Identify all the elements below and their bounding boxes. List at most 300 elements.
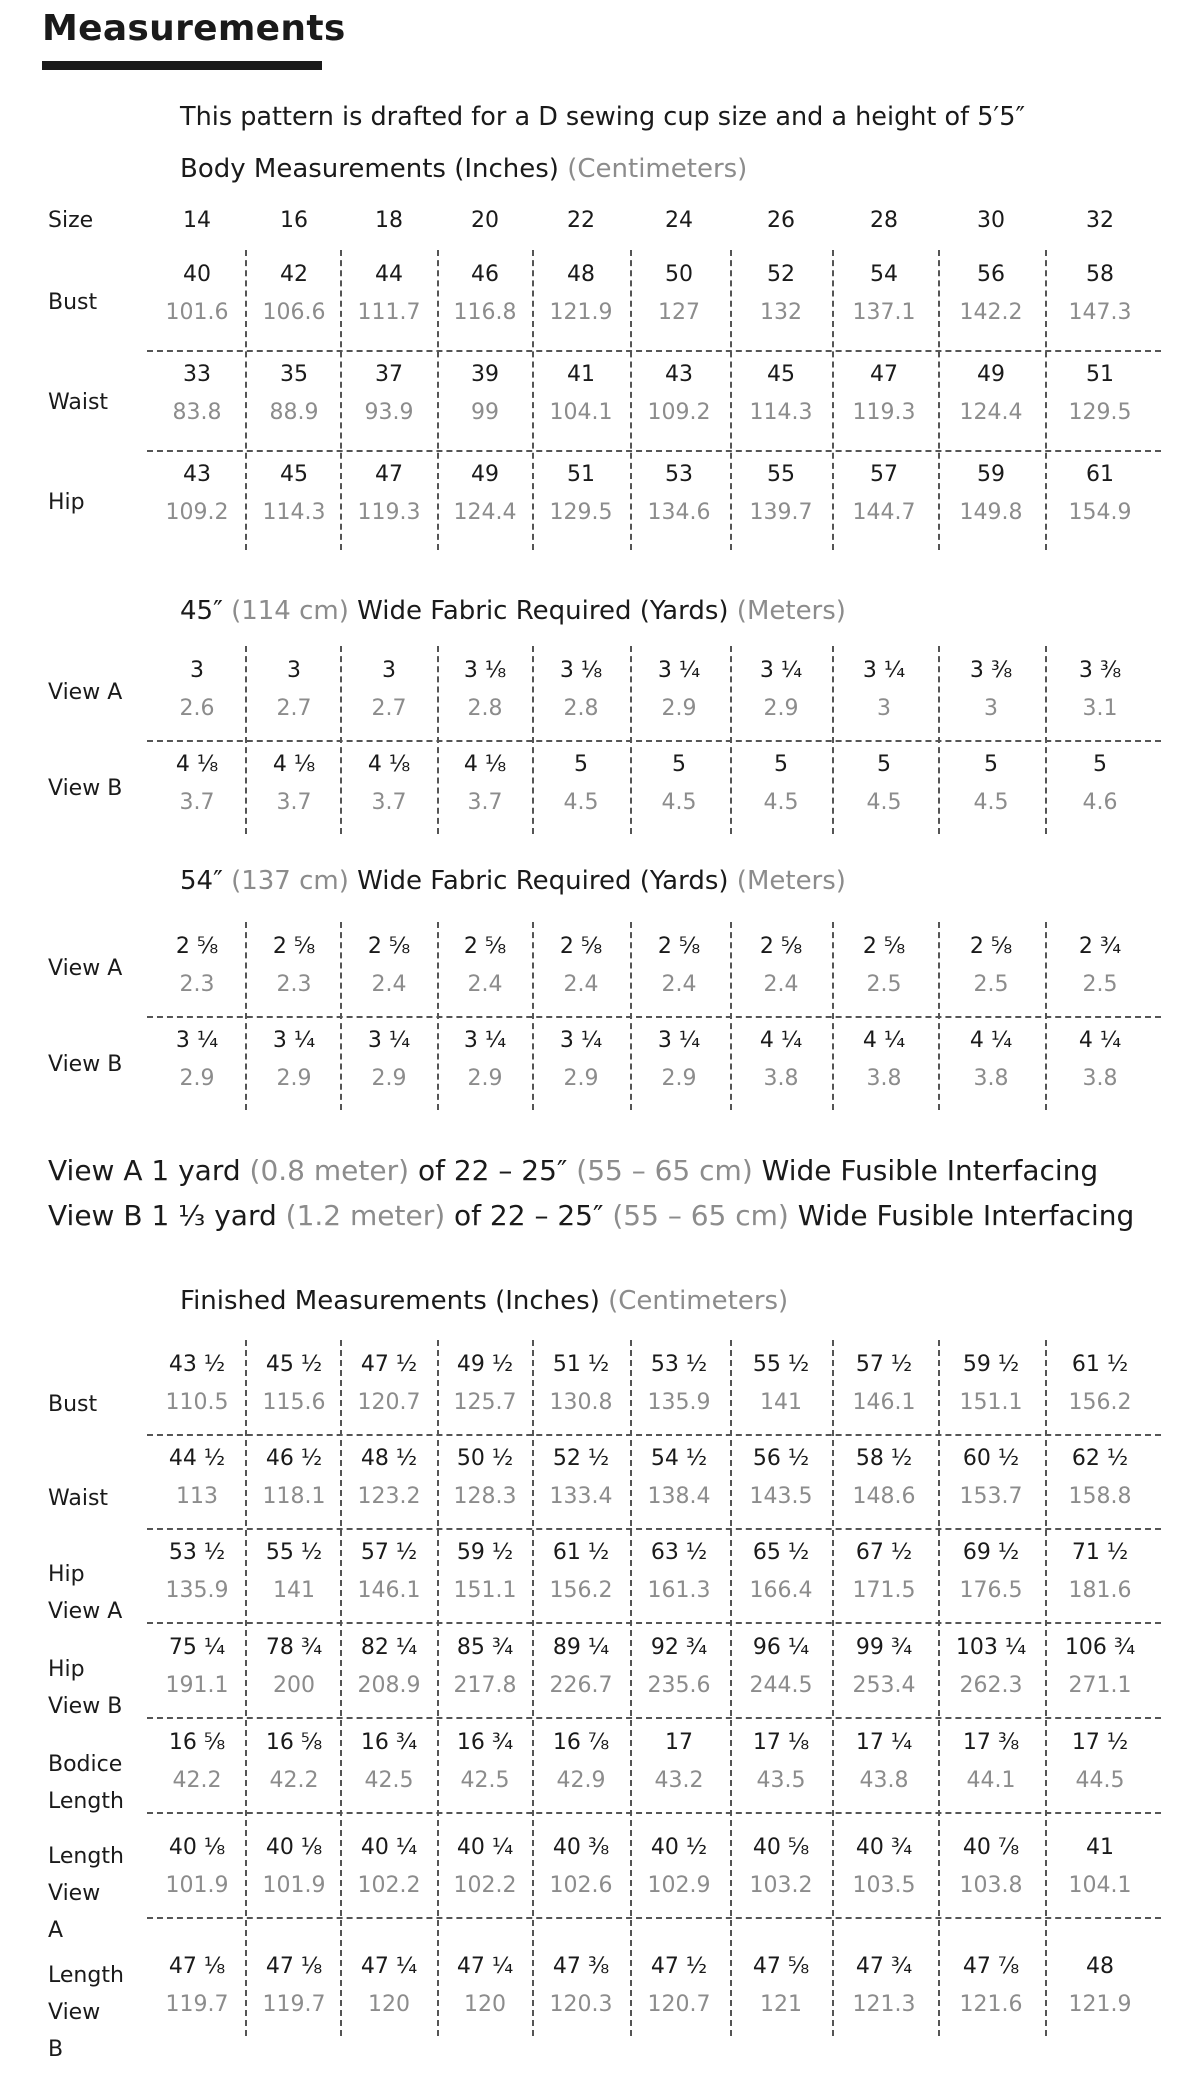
value-inches: 3 ¼ <box>657 658 701 683</box>
table-cell <box>631 746 727 822</box>
table-cell <box>246 1534 342 1610</box>
table-cell <box>1052 1022 1148 1098</box>
value-inches: 2 ⅝ <box>463 934 507 959</box>
table-cell <box>533 456 629 532</box>
column-divider <box>730 250 732 550</box>
table-cell <box>836 928 932 1004</box>
table-cell <box>437 928 533 1004</box>
size-label: Size <box>48 208 94 233</box>
value-centimeters: 114.3 <box>262 500 326 525</box>
value-centimeters: 3.7 <box>276 790 312 815</box>
row-divider <box>147 1016 1161 1018</box>
fabric54-width: 54″ <box>180 866 223 896</box>
value-inches: 41 <box>567 362 595 387</box>
value-centimeters: 116.8 <box>453 300 517 325</box>
row-label-line: View B <box>48 1052 123 1077</box>
table-cell <box>437 1022 533 1098</box>
table-cell <box>341 1346 437 1422</box>
value-centimeters: 226.7 <box>549 1673 613 1698</box>
value-inches: 2 ⅝ <box>559 934 603 959</box>
value-inches: 33 <box>183 362 211 387</box>
value-centimeters: 113 <box>176 1484 218 1509</box>
value-centimeters: 141 <box>273 1578 315 1603</box>
row-label-line: Bust <box>48 290 98 315</box>
value-centimeters: 120 <box>368 1992 410 2017</box>
interfacing-a-amount: View A 1 yard <box>48 1154 241 1187</box>
table-cell <box>943 1346 1039 1422</box>
table-cell <box>836 1829 932 1905</box>
value-inches: 4 ⅛ <box>272 752 316 777</box>
value-centimeters: 208.9 <box>357 1673 421 1698</box>
value-centimeters: 244.5 <box>749 1673 813 1698</box>
table-cell <box>533 652 629 728</box>
value-inches: 2 ⅝ <box>657 934 701 959</box>
value-centimeters: 139.7 <box>749 500 813 525</box>
value-inches: 49 <box>977 362 1005 387</box>
value-centimeters: 4.5 <box>866 790 902 815</box>
value-inches: 51 <box>1086 362 1114 387</box>
table-cell <box>943 1629 1039 1705</box>
value-centimeters: 43.8 <box>859 1768 909 1793</box>
value-inches: 3 ¼ <box>367 1028 411 1053</box>
table-cell <box>733 1948 829 2024</box>
value-centimeters: 3.7 <box>179 790 215 815</box>
table-cell <box>341 1022 437 1098</box>
value-inches: 40 ⅜ <box>552 1835 610 1860</box>
table-cell <box>1052 652 1148 728</box>
table-cell <box>1052 1629 1148 1705</box>
table-cell <box>836 1440 932 1516</box>
table-cell <box>733 652 829 728</box>
value-inches: 2 ⅝ <box>175 934 219 959</box>
value-centimeters: 3 <box>984 696 998 721</box>
table-cell <box>1052 1948 1148 2024</box>
table-cell <box>943 746 1039 822</box>
value-centimeters: 3.7 <box>371 790 407 815</box>
table-cell <box>631 652 727 728</box>
table-cell <box>341 456 437 532</box>
value-inches: 55 <box>767 462 795 487</box>
row-divider <box>147 1717 1161 1719</box>
value-inches: 58 ½ <box>855 1446 913 1471</box>
table-cell <box>631 1724 727 1800</box>
value-centimeters: 4.5 <box>973 790 1009 815</box>
table-cell <box>631 1440 727 1516</box>
value-centimeters: 42.5 <box>364 1768 414 1793</box>
value-centimeters: 124.4 <box>959 400 1023 425</box>
value-centimeters: 129.5 <box>549 500 613 525</box>
table-cell <box>246 256 342 332</box>
table-cell <box>836 1629 932 1705</box>
row-label <box>48 1838 124 1949</box>
table-cell <box>246 1724 342 1800</box>
table-cell <box>1052 928 1148 1004</box>
value-centimeters: 44.1 <box>966 1768 1016 1793</box>
value-inches: 48 <box>1086 1954 1114 1979</box>
value-centimeters: 2.8 <box>467 696 503 721</box>
table-cell <box>246 1346 342 1422</box>
value-inches: 51 <box>567 462 595 487</box>
row-label <box>48 484 85 521</box>
table-cell <box>836 1724 932 1800</box>
value-inches: 62 ½ <box>1071 1446 1129 1471</box>
table-cell <box>631 928 727 1004</box>
value-inches: 37 <box>375 362 403 387</box>
value-centimeters: 2.4 <box>467 972 503 997</box>
value-inches: 2 ⅝ <box>862 934 906 959</box>
value-centimeters: 161.3 <box>647 1578 711 1603</box>
value-centimeters: 101.9 <box>262 1873 326 1898</box>
value-centimeters: 2.9 <box>371 1066 407 1091</box>
table-cell <box>149 1948 245 2024</box>
value-inches: 49 ½ <box>456 1352 514 1377</box>
value-centimeters: 135.9 <box>165 1578 229 1603</box>
value-centimeters: 2.5 <box>973 972 1009 997</box>
title-underline <box>42 61 322 70</box>
value-inches: 3 ¼ <box>272 1028 316 1053</box>
value-inches: 47 <box>870 362 898 387</box>
table-cell <box>246 1629 342 1705</box>
size-header-cell: 18 <box>375 208 403 233</box>
table-cell <box>943 1948 1039 2024</box>
table-cell <box>149 1829 245 1905</box>
value-inches: 57 ½ <box>855 1352 913 1377</box>
row-divider <box>147 350 1161 352</box>
row-label-line: View B <box>48 776 123 801</box>
table-cell <box>437 1829 533 1905</box>
value-centimeters: 119.7 <box>262 1992 326 2017</box>
size-header-cell: 32 <box>1086 208 1114 233</box>
row-label-line: Length <box>48 1963 124 1988</box>
table-cell <box>733 1629 829 1705</box>
value-centimeters: 103.8 <box>959 1873 1023 1898</box>
column-divider <box>832 250 834 550</box>
row-label <box>48 1386 97 1423</box>
table-cell <box>631 1629 727 1705</box>
column-divider <box>938 250 940 550</box>
value-centimeters: 141 <box>760 1390 802 1415</box>
value-centimeters: 106.6 <box>262 300 326 325</box>
table-cell <box>836 1022 932 1098</box>
row-divider <box>147 740 1161 742</box>
row-divider <box>147 450 1161 452</box>
value-inches: 40 ⅛ <box>265 1835 323 1860</box>
interfacing-b-type: Wide Fusible Interfacing <box>797 1199 1135 1232</box>
table-cell <box>631 1948 727 2024</box>
body-title-cm: (Centimeters) <box>567 154 748 184</box>
table-cell <box>437 1534 533 1610</box>
row-label-line: View A <box>48 680 123 705</box>
value-inches: 45 <box>767 362 795 387</box>
interfacing-a-type: Wide Fusible Interfacing <box>761 1154 1099 1187</box>
value-centimeters: 146.1 <box>357 1578 421 1603</box>
value-inches: 44 ½ <box>168 1446 226 1471</box>
table-cell <box>943 256 1039 332</box>
size-header-cell: 28 <box>870 208 898 233</box>
table-cell <box>733 1724 829 1800</box>
row-label <box>48 770 122 807</box>
column-divider <box>1045 1340 1047 2036</box>
table-cell <box>437 1629 533 1705</box>
value-centimeters: 143.5 <box>749 1484 813 1509</box>
table-cell <box>733 256 829 332</box>
value-centimeters: 2.9 <box>661 1066 697 1091</box>
value-centimeters: 2.4 <box>763 972 799 997</box>
value-inches: 53 ½ <box>650 1352 708 1377</box>
value-centimeters: 2.4 <box>563 972 599 997</box>
value-centimeters: 2.3 <box>276 972 312 997</box>
row-label-line: View <box>48 1881 101 1906</box>
value-centimeters: 121.6 <box>959 1992 1023 2017</box>
table-cell <box>437 1724 533 1800</box>
table-cell <box>733 1440 829 1516</box>
row-label-line: Waist <box>48 390 109 415</box>
value-inches: 17 ⅜ <box>962 1730 1020 1755</box>
table-cell <box>733 1346 829 1422</box>
value-centimeters: 102.9 <box>647 1873 711 1898</box>
value-inches: 39 <box>471 362 499 387</box>
value-centimeters: 149.8 <box>959 500 1023 525</box>
table-cell <box>437 1346 533 1422</box>
table-cell <box>341 256 437 332</box>
value-inches: 40 ⅛ <box>168 1835 226 1860</box>
table-cell <box>149 1724 245 1800</box>
table-cell <box>437 652 533 728</box>
fabric54-width-cm: (137 cm) <box>231 866 349 896</box>
value-centimeters: 3.7 <box>467 790 503 815</box>
value-centimeters: 102.2 <box>453 1873 517 1898</box>
value-inches: 5 <box>877 752 891 777</box>
row-label-line: Hip <box>48 1562 85 1587</box>
size-header-cell: 22 <box>567 208 595 233</box>
row-label <box>48 1651 122 1725</box>
value-centimeters: 83.8 <box>172 400 222 425</box>
value-centimeters: 102.6 <box>549 1873 613 1898</box>
value-inches: 57 <box>870 462 898 487</box>
fabric45-width-cm: (114 cm) <box>231 596 349 626</box>
row-label <box>48 674 122 711</box>
value-centimeters: 103.2 <box>749 1873 813 1898</box>
row-divider <box>147 1434 1161 1436</box>
value-centimeters: 154.9 <box>1068 500 1132 525</box>
value-inches: 47 ¼ <box>360 1954 418 1979</box>
table-cell <box>836 456 932 532</box>
table-cell <box>437 256 533 332</box>
column-divider <box>1045 250 1047 550</box>
interfacing-a-width-cm: (55 – 65 cm) <box>576 1154 753 1187</box>
value-centimeters: 93.9 <box>364 400 414 425</box>
value-inches: 56 <box>977 262 1005 287</box>
value-inches: 47 ½ <box>360 1352 418 1377</box>
table-cell <box>149 928 245 1004</box>
value-centimeters: 2.5 <box>866 972 902 997</box>
size-header-cell: 30 <box>977 208 1005 233</box>
value-centimeters: 2.3 <box>179 972 215 997</box>
value-inches: 16 ⅝ <box>168 1730 226 1755</box>
value-centimeters: 156.2 <box>549 1578 613 1603</box>
value-inches: 43 <box>183 462 211 487</box>
value-inches: 47 ⅛ <box>265 1954 323 1979</box>
value-centimeters: 171.5 <box>852 1578 916 1603</box>
body-title-inches: Body Measurements (Inches) <box>180 154 559 184</box>
table-cell <box>149 652 245 728</box>
table-cell <box>836 1346 932 1422</box>
table-cell <box>533 1724 629 1800</box>
table-cell <box>341 746 437 822</box>
value-inches: 17 ¼ <box>855 1730 913 1755</box>
value-inches: 45 <box>280 462 308 487</box>
table-cell <box>943 1724 1039 1800</box>
value-centimeters: 132 <box>760 300 802 325</box>
value-centimeters: 109.2 <box>647 400 711 425</box>
value-centimeters: 271.1 <box>1068 1673 1132 1698</box>
value-centimeters: 144.7 <box>852 500 916 525</box>
value-centimeters: 2.9 <box>763 696 799 721</box>
value-centimeters: 99 <box>471 400 499 425</box>
finished-title-inches: Finished Measurements (Inches) <box>180 1286 600 1316</box>
value-inches: 61 <box>1086 462 1114 487</box>
value-inches: 55 ½ <box>265 1540 323 1565</box>
value-centimeters: 3.1 <box>1082 696 1118 721</box>
value-centimeters: 121.3 <box>852 1992 916 2017</box>
value-inches: 2 ⅝ <box>272 934 316 959</box>
value-inches: 45 ½ <box>265 1352 323 1377</box>
value-inches: 16 ⅞ <box>552 1730 610 1755</box>
value-centimeters: 120 <box>464 1992 506 2017</box>
table-cell <box>149 1022 245 1098</box>
value-centimeters: 119.7 <box>165 1992 229 2017</box>
table-cell <box>1052 1724 1148 1800</box>
row-label <box>48 1746 124 1820</box>
value-centimeters: 43.5 <box>756 1768 806 1793</box>
table-cell <box>631 356 727 432</box>
table-cell <box>1052 456 1148 532</box>
row-label <box>48 1957 124 2068</box>
table-cell <box>631 456 727 532</box>
value-inches: 3 ¼ <box>559 1028 603 1053</box>
table-cell <box>246 1440 342 1516</box>
value-inches: 3 ⅛ <box>559 658 603 683</box>
value-inches: 40 ⅝ <box>752 1835 810 1860</box>
value-centimeters: 121.9 <box>549 300 613 325</box>
value-inches: 60 ½ <box>962 1446 1020 1471</box>
value-inches: 40 ¼ <box>456 1835 514 1860</box>
value-inches: 47 ⅝ <box>752 1954 810 1979</box>
table-cell <box>533 746 629 822</box>
value-centimeters: 110.5 <box>165 1390 229 1415</box>
value-centimeters: 127 <box>658 300 700 325</box>
table-cell <box>533 1440 629 1516</box>
value-inches: 106 ¾ <box>1064 1635 1136 1660</box>
fabric45-meters: (Meters) <box>736 596 846 626</box>
table-cell <box>1052 1346 1148 1422</box>
table-cell <box>943 1534 1039 1610</box>
table-cell <box>943 456 1039 532</box>
value-centimeters: 129.5 <box>1068 400 1132 425</box>
value-centimeters: 4.5 <box>563 790 599 815</box>
value-centimeters: 135.9 <box>647 1390 711 1415</box>
value-inches: 40 ½ <box>650 1835 708 1860</box>
value-inches: 3 ⅜ <box>1078 658 1122 683</box>
row-label <box>48 1480 108 1517</box>
value-centimeters: 156.2 <box>1068 1390 1132 1415</box>
value-inches: 78 ¾ <box>265 1635 323 1660</box>
table-cell <box>943 652 1039 728</box>
value-inches: 50 ½ <box>456 1446 514 1471</box>
table-cell <box>1052 1440 1148 1516</box>
value-centimeters: 138.4 <box>647 1484 711 1509</box>
fabric45-title <box>180 596 846 626</box>
interfacing-b-meters: (1.2 meter) <box>285 1199 446 1232</box>
value-inches: 2 ⅝ <box>367 934 411 959</box>
value-inches: 47 ⅜ <box>552 1954 610 1979</box>
value-centimeters: 3.8 <box>763 1066 799 1091</box>
value-inches: 5 <box>1093 752 1107 777</box>
value-centimeters: 119.3 <box>357 500 421 525</box>
size-header-cell: 14 <box>183 208 211 233</box>
value-inches: 40 ¼ <box>360 1835 418 1860</box>
value-inches: 61 ½ <box>1071 1352 1129 1377</box>
table-cell <box>149 256 245 332</box>
value-inches: 56 ½ <box>752 1446 810 1471</box>
table-cell <box>246 1022 342 1098</box>
value-centimeters: 2.4 <box>661 972 697 997</box>
value-inches: 65 ½ <box>752 1540 810 1565</box>
table-cell <box>149 746 245 822</box>
value-inches: 49 <box>471 462 499 487</box>
value-inches: 55 ½ <box>752 1352 810 1377</box>
value-centimeters: 4.5 <box>763 790 799 815</box>
table-cell <box>631 1829 727 1905</box>
value-inches: 17 <box>665 1730 693 1755</box>
value-centimeters: 42.9 <box>556 1768 606 1793</box>
value-centimeters: 111.7 <box>357 300 421 325</box>
row-label <box>48 1556 122 1630</box>
table-cell <box>1052 1829 1148 1905</box>
value-inches: 47 ⅛ <box>168 1954 226 1979</box>
table-cell <box>246 928 342 1004</box>
value-inches: 82 ¼ <box>360 1635 418 1660</box>
row-label-line: View B <box>48 1694 123 1719</box>
value-centimeters: 101.9 <box>165 1873 229 1898</box>
table-cell <box>437 456 533 532</box>
value-inches: 58 <box>1086 262 1114 287</box>
value-centimeters: 88.9 <box>269 400 319 425</box>
value-centimeters: 120.3 <box>549 1992 613 2017</box>
value-inches: 16 ¾ <box>360 1730 418 1755</box>
table-cell <box>733 1534 829 1610</box>
value-inches: 48 ½ <box>360 1446 418 1471</box>
value-centimeters: 109.2 <box>165 500 229 525</box>
size-header-cell: 20 <box>471 208 499 233</box>
value-inches: 67 ½ <box>855 1540 913 1565</box>
value-centimeters: 4.6 <box>1082 790 1118 815</box>
value-centimeters: 166.4 <box>749 1578 813 1603</box>
table-cell <box>246 746 342 822</box>
table-cell <box>533 1022 629 1098</box>
table-cell <box>533 256 629 332</box>
value-centimeters: 200 <box>273 1673 315 1698</box>
value-centimeters: 3.8 <box>1082 1066 1118 1091</box>
value-inches: 42 <box>280 262 308 287</box>
table-cell <box>733 746 829 822</box>
value-centimeters: 104.1 <box>549 400 613 425</box>
value-centimeters: 2.4 <box>371 972 407 997</box>
row-label-line: Hip <box>48 490 85 515</box>
value-centimeters: 217.8 <box>453 1673 517 1698</box>
table-cell <box>836 1948 932 2024</box>
value-inches: 3 <box>190 658 204 683</box>
